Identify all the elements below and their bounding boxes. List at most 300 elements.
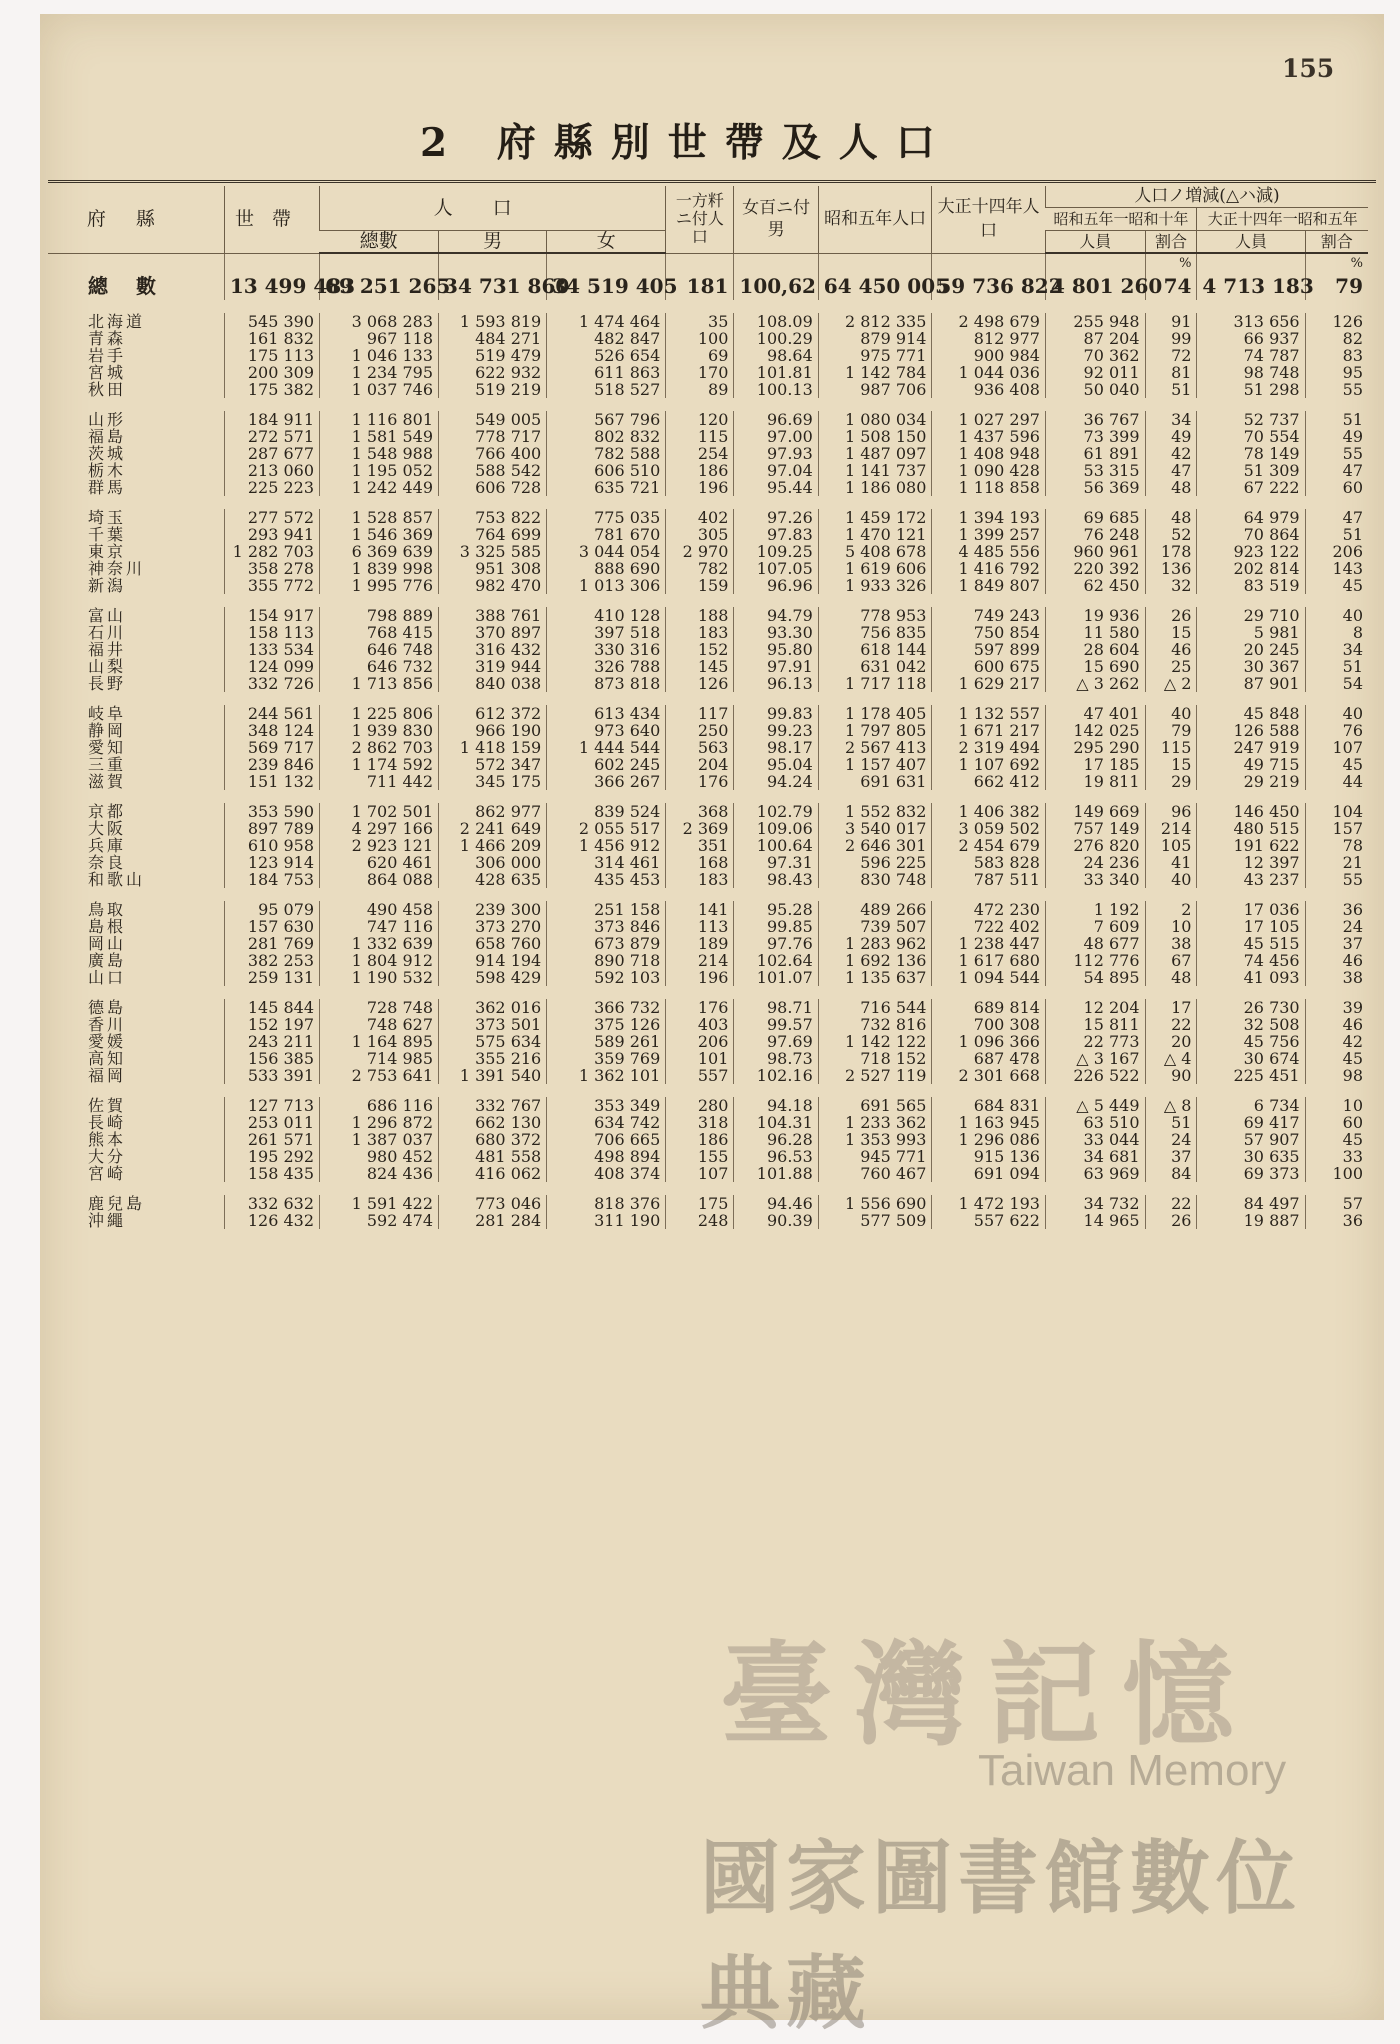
data-cell: 41 093 (1197, 969, 1305, 986)
data-cell: 17 105 (1197, 918, 1305, 935)
data-cell: 1 178 405 (818, 705, 932, 722)
data-cell: 30 635 (1197, 1148, 1305, 1165)
data-cell: 272 571 (224, 428, 319, 445)
data-cell: 133 534 (224, 641, 319, 658)
data-cell: 72 (1145, 347, 1197, 364)
data-cell: 1 418 159 (439, 739, 547, 756)
data-cell: 32 508 (1197, 1016, 1305, 1033)
data-cell: 108.09 (734, 313, 818, 330)
data-cell: 1 399 257 (932, 526, 1046, 543)
table-row (48, 1114, 1368, 1131)
data-cell: 1 556 690 (818, 1195, 932, 1212)
header-persons-a: 人員 (1045, 231, 1145, 254)
prefecture-name: 岐阜 (88, 704, 127, 723)
data-cell: △ 5 449 (1045, 1097, 1145, 1114)
data-cell: 569 717 (224, 739, 319, 756)
data-cell: 370 897 (439, 624, 547, 641)
data-cell: 8 (1305, 624, 1368, 641)
data-cell: 89 (666, 381, 734, 398)
table-row (48, 935, 1368, 952)
data-cell: 84 497 (1197, 1195, 1305, 1212)
data-cell: 90.39 (734, 1212, 818, 1229)
data-cell: 83 519 (1197, 577, 1305, 594)
population-table (48, 186, 1368, 1229)
data-cell: 81 (1145, 364, 1197, 381)
table-row (48, 803, 1368, 820)
data-cell: 5 408 678 (818, 543, 932, 560)
data-cell: 157 630 (224, 918, 319, 935)
table-row (48, 871, 1368, 888)
data-cell: 2 646 301 (818, 837, 932, 854)
data-cell: 76 248 (1045, 526, 1145, 543)
data-cell: 117 (666, 705, 734, 722)
data-cell: 51 (1145, 1114, 1197, 1131)
data-cell: 21 (1305, 854, 1368, 871)
data-cell: 739 507 (818, 918, 932, 935)
data-cell: 577 509 (818, 1212, 932, 1229)
data-cell: 428 635 (439, 871, 547, 888)
data-cell: 104 (1305, 803, 1368, 820)
table-row (48, 820, 1368, 837)
data-cell: 782 (666, 560, 734, 577)
data-cell: 95.28 (734, 901, 818, 918)
data-cell: 1 242 449 (320, 479, 439, 496)
data-cell: 662 412 (932, 773, 1046, 790)
table-row (48, 462, 1368, 479)
data-cell: 3 044 054 (547, 543, 666, 560)
data-cell: 1 283 962 (818, 935, 932, 952)
data-cell: 757 149 (1045, 820, 1145, 837)
data-cell: 1 394 193 (932, 509, 1046, 526)
data-cell: 60 (1305, 1114, 1368, 1131)
data-cell: 1 046 133 (320, 347, 439, 364)
data-cell: 397 518 (547, 624, 666, 641)
data-cell: 19 936 (1045, 607, 1145, 624)
data-cell: 711 442 (320, 773, 439, 790)
data-cell: 960 961 (1045, 543, 1145, 560)
data-cell: 46 (1305, 952, 1368, 969)
data-cell: 259 131 (224, 969, 319, 986)
data-cell: 25 (1145, 658, 1197, 675)
data-cell: 69 373 (1197, 1165, 1305, 1182)
data-cell: 1 080 034 (818, 411, 932, 428)
data-cell: 176 (666, 773, 734, 790)
data-cell: 840 038 (439, 675, 547, 692)
data-cell: 873 818 (547, 675, 666, 692)
data-cell: 519 479 (439, 347, 547, 364)
data-cell: 101 (666, 1050, 734, 1067)
data-cell: 408 374 (547, 1165, 666, 1182)
data-cell: 2 498 679 (932, 313, 1046, 330)
data-cell: 366 732 (547, 999, 666, 1016)
data-cell: 156 385 (224, 1050, 319, 1067)
data-cell: 96.13 (734, 675, 818, 692)
data-cell: 276 820 (1045, 837, 1145, 854)
data-cell: 1 282 703 (224, 543, 319, 560)
header-taisho14: 大正十四年人口 (932, 186, 1046, 253)
data-cell: 225 223 (224, 479, 319, 496)
data-cell: 480 515 (1197, 820, 1305, 837)
data-cell: △ 3 167 (1045, 1050, 1145, 1067)
prefecture-name: 埼玉 (88, 508, 127, 527)
data-cell: 48 677 (1045, 935, 1145, 952)
data-cell: 20 245 (1197, 641, 1305, 658)
data-cell: 40 (1145, 871, 1197, 888)
data-cell: 243 211 (224, 1033, 319, 1050)
data-cell: 973 640 (547, 722, 666, 739)
data-cell: 40 (1305, 705, 1368, 722)
data-cell: 55 (1305, 445, 1368, 462)
table-row (48, 999, 1368, 1016)
table-body (48, 253, 1368, 1229)
data-cell: 1 387 037 (320, 1131, 439, 1148)
data-cell: 557 622 (932, 1212, 1046, 1229)
data-cell: 74 456 (1197, 952, 1305, 969)
prefecture-name: 奈良 (88, 853, 127, 872)
data-cell: 620 461 (320, 854, 439, 871)
data-cell: 691 565 (818, 1097, 932, 1114)
data-cell: 345 175 (439, 773, 547, 790)
data-cell: △ 4 (1145, 1050, 1197, 1067)
data-cell: 980 452 (320, 1148, 439, 1165)
data-cell: 600 675 (932, 658, 1046, 675)
data-cell: 358 278 (224, 560, 319, 577)
data-cell: 798 889 (320, 607, 439, 624)
data-cell: 97.83 (734, 526, 818, 543)
data-cell: 41 (1145, 854, 1197, 871)
data-cell: 3 325 585 (439, 543, 547, 560)
total-row (48, 272, 1368, 300)
table-row (48, 479, 1368, 496)
table-row (48, 577, 1368, 594)
prefecture-name: 神奈川 (88, 559, 146, 578)
data-cell: 879 914 (818, 330, 932, 347)
prefecture-name: 石川 (88, 623, 127, 642)
data-cell: 127 713 (224, 1097, 319, 1114)
data-cell: 567 796 (547, 411, 666, 428)
data-cell: 95 (1305, 364, 1368, 381)
data-cell: 4 801 260 (1045, 272, 1145, 300)
data-cell: 728 748 (320, 999, 439, 1016)
data-cell: 691 631 (818, 773, 932, 790)
data-cell: 50 040 (1045, 381, 1145, 398)
data-cell: 79 (1145, 722, 1197, 739)
data-cell: 91 (1145, 313, 1197, 330)
data-cell: 38 (1145, 935, 1197, 952)
data-cell: 107 (666, 1165, 734, 1182)
data-cell: 366 267 (547, 773, 666, 790)
data-cell: 107 (1305, 739, 1368, 756)
table-row (48, 756, 1368, 773)
data-cell: 29 710 (1197, 607, 1305, 624)
data-cell: 915 136 (932, 1148, 1046, 1165)
data-cell: 45 (1305, 1050, 1368, 1067)
data-cell: 175 (666, 1195, 734, 1212)
data-cell: 749 243 (932, 607, 1046, 624)
data-cell: 748 627 (320, 1016, 439, 1033)
header-population: 人口 (320, 186, 666, 231)
data-cell: 107.05 (734, 560, 818, 577)
data-cell: 47 (1305, 509, 1368, 526)
data-cell: 96.28 (734, 1131, 818, 1148)
data-cell: 145 844 (224, 999, 319, 1016)
data-cell: 897 789 (224, 820, 319, 837)
prefecture-name: 宮崎 (88, 1164, 127, 1183)
prefecture-name: 青森 (88, 329, 127, 348)
data-cell: 596 225 (818, 854, 932, 871)
data-cell: 1 118 858 (932, 479, 1046, 496)
data-cell: 189 (666, 935, 734, 952)
data-cell: 100.29 (734, 330, 818, 347)
data-cell: 281 284 (439, 1212, 547, 1229)
data-cell: 1 629 217 (932, 675, 1046, 692)
data-cell: 1 107 692 (932, 756, 1046, 773)
table-title: 2 府縣別世帶及人口 (420, 120, 953, 166)
data-cell: 1 459 172 (818, 509, 932, 526)
data-cell: 1 591 422 (320, 1195, 439, 1212)
data-cell: 126 432 (224, 1212, 319, 1229)
table-row (48, 445, 1368, 462)
data-cell: 19 887 (1197, 1212, 1305, 1229)
prefecture-name: 福島 (88, 427, 127, 446)
data-cell: 1 839 998 (320, 560, 439, 577)
data-cell: 19 811 (1045, 773, 1145, 790)
data-cell: 1 849 807 (932, 577, 1046, 594)
table-row (48, 347, 1368, 364)
data-cell: 109.06 (734, 820, 818, 837)
table-row (48, 969, 1368, 986)
data-cell: 14 965 (1045, 1212, 1145, 1229)
data-cell: 326 788 (547, 658, 666, 675)
data-cell: 900 984 (932, 347, 1046, 364)
data-cell: 45 515 (1197, 935, 1305, 952)
header-prefecture: 府縣 (48, 186, 224, 253)
prefecture-name: 沖繩 (88, 1211, 127, 1230)
data-cell: 1 135 637 (818, 969, 932, 986)
data-cell: 69 (666, 347, 734, 364)
data-cell: 112 776 (1045, 952, 1145, 969)
data-cell: 45 (1305, 756, 1368, 773)
data-cell: 94.18 (734, 1097, 818, 1114)
data-cell: 206 (1305, 543, 1368, 560)
prefecture-name: 熊本 (88, 1130, 127, 1149)
prefecture-name: 愛知 (88, 738, 127, 757)
data-cell: 52 (1145, 526, 1197, 543)
data-cell: 750 854 (932, 624, 1046, 641)
data-cell: 181 (666, 272, 734, 300)
prefecture-name: 鳥取 (88, 900, 127, 919)
data-cell: 2 753 641 (320, 1067, 439, 1084)
data-cell: 39 (1305, 999, 1368, 1016)
table-row (48, 607, 1368, 624)
data-cell: 99.83 (734, 705, 818, 722)
data-cell: 353 349 (547, 1097, 666, 1114)
table-row (48, 773, 1368, 790)
data-cell: 40 (1145, 705, 1197, 722)
data-cell: 261 571 (224, 1131, 319, 1148)
data-cell: 314 461 (547, 854, 666, 871)
data-cell: 687 478 (932, 1050, 1046, 1067)
data-cell: 79 (1305, 272, 1368, 300)
data-cell: 373 846 (547, 918, 666, 935)
table-row (48, 854, 1368, 871)
header-change: 人口ノ増減(△ハ減) (1045, 186, 1368, 208)
prefecture-name: 愛媛 (88, 1032, 127, 1051)
data-cell: 1 037 746 (320, 381, 439, 398)
prefecture-name: 岩手 (88, 346, 127, 365)
unit-percent-a: % (1145, 253, 1197, 272)
data-cell: 24 (1305, 918, 1368, 935)
prefecture-name: 東京 (88, 542, 127, 561)
prefecture-name: 茨城 (88, 444, 127, 463)
data-cell: 28 604 (1045, 641, 1145, 658)
data-cell: 1 296 086 (932, 1131, 1046, 1148)
data-cell: 277 572 (224, 509, 319, 526)
data-cell: 1 013 306 (547, 577, 666, 594)
data-cell: 635 721 (547, 479, 666, 496)
data-cell: 482 847 (547, 330, 666, 347)
data-cell: 161 832 (224, 330, 319, 347)
data-cell: 15 (1145, 624, 1197, 641)
data-cell: 97.26 (734, 509, 818, 526)
data-cell: 1 238 447 (932, 935, 1046, 952)
data-cell: 136 (1145, 560, 1197, 577)
data-cell: 572 347 (439, 756, 547, 773)
data-cell: 778 953 (818, 607, 932, 624)
data-cell: 29 (1145, 773, 1197, 790)
data-cell: 17 036 (1197, 901, 1305, 918)
data-cell: 102.79 (734, 803, 818, 820)
data-cell: 10 (1145, 918, 1197, 935)
data-cell: 159 (666, 577, 734, 594)
table-row (48, 526, 1368, 543)
data-cell: 936 408 (932, 381, 1046, 398)
data-cell: 188 (666, 607, 734, 624)
data-cell: 66 937 (1197, 330, 1305, 347)
data-cell: 6 734 (1197, 1097, 1305, 1114)
data-cell: 46 (1305, 1016, 1368, 1033)
data-cell: 1 163 945 (932, 1114, 1046, 1131)
data-cell: 95.04 (734, 756, 818, 773)
data-cell: 3 059 502 (932, 820, 1046, 837)
data-cell: 98.17 (734, 739, 818, 756)
data-cell: 30 674 (1197, 1050, 1305, 1067)
data-cell: 1 391 540 (439, 1067, 547, 1084)
data-cell: 1 671 217 (932, 722, 1046, 739)
data-cell: 183 (666, 871, 734, 888)
data-cell: 78 149 (1197, 445, 1305, 462)
data-cell: 1 619 606 (818, 560, 932, 577)
data-cell: 45 756 (1197, 1033, 1305, 1050)
data-cell: 718 152 (818, 1050, 932, 1067)
prefecture-name: 富山 (88, 606, 127, 625)
document-page (40, 14, 1384, 2040)
data-cell: 97.69 (734, 1033, 818, 1050)
data-cell: 34 (1145, 411, 1197, 428)
data-cell: 57 907 (1197, 1131, 1305, 1148)
page-number: 155 (1282, 54, 1335, 83)
data-cell: 98.43 (734, 871, 818, 888)
header-persons-b: 人員 (1197, 231, 1305, 254)
data-cell: 214 (666, 952, 734, 969)
data-cell: 890 718 (547, 952, 666, 969)
data-cell: 15 (1145, 756, 1197, 773)
data-cell: 1 437 596 (932, 428, 1046, 445)
data-cell: 526 654 (547, 347, 666, 364)
watermark-english: Taiwan Memory (978, 1746, 1287, 1795)
data-cell: 102.16 (734, 1067, 818, 1084)
data-cell: 610 958 (224, 837, 319, 854)
data-cell: 351 (666, 837, 734, 854)
data-cell: 12 397 (1197, 854, 1305, 871)
data-cell: 45 (1305, 577, 1368, 594)
data-cell: 11 580 (1045, 624, 1145, 641)
table-row (48, 1033, 1368, 1050)
data-cell: 1 174 592 (320, 756, 439, 773)
data-cell: 549 005 (439, 411, 547, 428)
data-cell: 87 204 (1045, 330, 1145, 347)
data-cell: 1 192 (1045, 901, 1145, 918)
data-cell: 78 (1305, 837, 1368, 854)
table-row (48, 952, 1368, 969)
data-cell: 592 103 (547, 969, 666, 986)
table-row (48, 1097, 1368, 1114)
table-row (48, 837, 1368, 854)
data-cell: 94.79 (734, 607, 818, 624)
data-cell: 225 451 (1197, 1067, 1305, 1084)
data-cell: 100,62 (734, 272, 818, 300)
data-cell: 51 (1145, 381, 1197, 398)
data-cell: 1 508 150 (818, 428, 932, 445)
prefecture-name: 群馬 (88, 478, 127, 497)
data-cell: 34 (1305, 641, 1368, 658)
data-cell: 46 (1145, 641, 1197, 658)
data-cell: 12 204 (1045, 999, 1145, 1016)
data-cell: 2 241 649 (439, 820, 547, 837)
data-cell: 818 376 (547, 1195, 666, 1212)
data-cell: 1 593 819 (439, 313, 547, 330)
data-cell: 484 271 (439, 330, 547, 347)
data-cell: 101.88 (734, 1165, 818, 1182)
data-cell: 100.64 (734, 837, 818, 854)
data-cell: 982 470 (439, 577, 547, 594)
data-cell: 178 (1145, 543, 1197, 560)
data-cell: 51 298 (1197, 381, 1305, 398)
data-cell: 1 939 830 (320, 722, 439, 739)
data-cell: 1 142 784 (818, 364, 932, 381)
data-cell: 43 237 (1197, 871, 1305, 888)
data-cell: 773 046 (439, 1195, 547, 1212)
unit-percent-b: % (1305, 253, 1368, 272)
data-cell: 1 090 428 (932, 462, 1046, 479)
data-cell: 70 864 (1197, 526, 1305, 543)
table-row (48, 739, 1368, 756)
data-cell: 589 261 (547, 1033, 666, 1050)
table-row (48, 1165, 1368, 1182)
prefecture-name: 山口 (88, 968, 127, 987)
data-cell: 146 450 (1197, 803, 1305, 820)
data-cell: 214 (1145, 820, 1197, 837)
data-cell: 1 190 532 (320, 969, 439, 986)
data-cell: 722 402 (932, 918, 1046, 935)
data-cell: 1 456 912 (547, 837, 666, 854)
data-cell: 55 (1305, 381, 1368, 398)
data-cell: 1 444 544 (547, 739, 666, 756)
data-cell: 606 510 (547, 462, 666, 479)
header-female: 女 (547, 231, 666, 254)
data-cell: 151 132 (224, 773, 319, 790)
data-cell: 38 (1305, 969, 1368, 986)
